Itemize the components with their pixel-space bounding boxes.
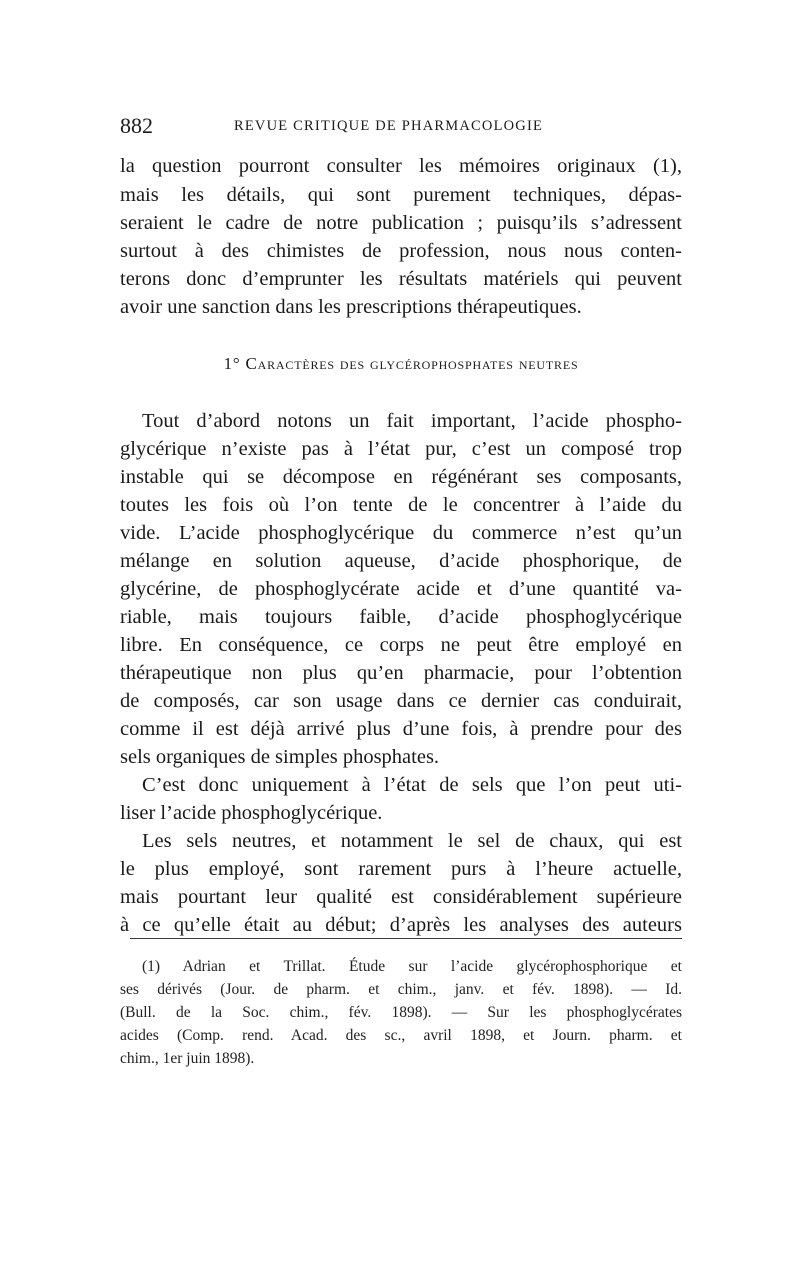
body-line: Les sels neutres, et notamment le sel de chaux, qui est [142,830,682,852]
running-head [120,112,682,140]
body-line: avoir une sanction dans les prescriptions thérapeutiques. [120,296,582,318]
body-line: Tout d’abord notons un fait important, l’acide phospho- [142,410,682,432]
body-line: le plus employé, sont rarement purs à l’heure actuelle, [120,858,682,880]
running-title: REVUE CRITIQUE DE PHARMACOLOGIE [234,118,544,134]
body-line: sels organiques de simples phosphates. [120,746,440,768]
footnote-line: (Bull. de la Soc. chim., fév. 1898). — Sur les phosphoglycérates [120,1004,682,1021]
body-line: toutes les fois où l’on tente de le concentrer à l’aide du [120,494,682,516]
body-line: glycérine, de phosphoglycérate acide et d’une quantité va- [120,578,682,600]
body-line: terons donc d’emprunter les résultats matériels qui peuvent [120,268,682,290]
body-line: surtout à des chimistes de profession, nous nous conten- [120,240,682,262]
page-number: 882 [120,113,153,138]
body-line: libre. En conséquence, ce corps ne peut être employé en [120,634,682,656]
footnote-line: (1) Adrian et Trillat. Étude sur l’acide glycérophosphorique et [142,958,682,975]
section-heading: 1° Caractères des glycérophosphates neutres [223,354,579,373]
body-line: à ce qu’elle était au début; d’après les analyses des auteurs [120,914,682,936]
body-line: comme il est déjà arrivé plus d’une fois, à prendre pour des [120,718,682,740]
body-line: thérapeutique non plus qu’en pharmacie, pour l’obtention [120,662,682,684]
body-line: instable qui se décompose en régénérant ses composants, [120,466,682,488]
footnote-line: chim., 1er juin 1898). [120,1050,255,1067]
body-line: riable, mais toujours faible, d’acide phosphoglycérique [120,606,682,628]
body-line: vide. L’acide phosphoglycérique du commerce n’est qu’un [120,522,682,544]
body-line: mélange en solution aqueuse, d’acide phosphorique, de [120,550,682,572]
body-line: C’est donc uniquement à l’état de sels que l’on peut uti- [142,774,682,796]
body-line: de composés, car son usage dans ce dernier cas conduirait, [120,690,682,712]
body-line: liser l’acide phosphoglycérique. [120,802,383,824]
footnote-line: ses dérivés (Jour. de pharm. et chim., janv. et fév. 1898). — Id. [120,981,682,998]
body-line: mais pourtant leur qualité est considérablement supérieure [120,886,682,908]
body-line: glycérique n’existe pas à l’état pur, c’est un composé trop [120,438,682,460]
footnote-rule [130,938,682,939]
body-line: la question pourront consulter les mémoires originaux (1), [120,155,682,177]
body-line: mais les détails, qui sont purement techniques, dépas- [120,184,682,206]
body-line: seraient le cadre de notre publication ; puisqu’ils s’adressent [120,212,682,234]
footnote-line: acides (Comp. rend. Acad. des sc., avril 1898, et Journ. pharm. et [120,1027,682,1044]
